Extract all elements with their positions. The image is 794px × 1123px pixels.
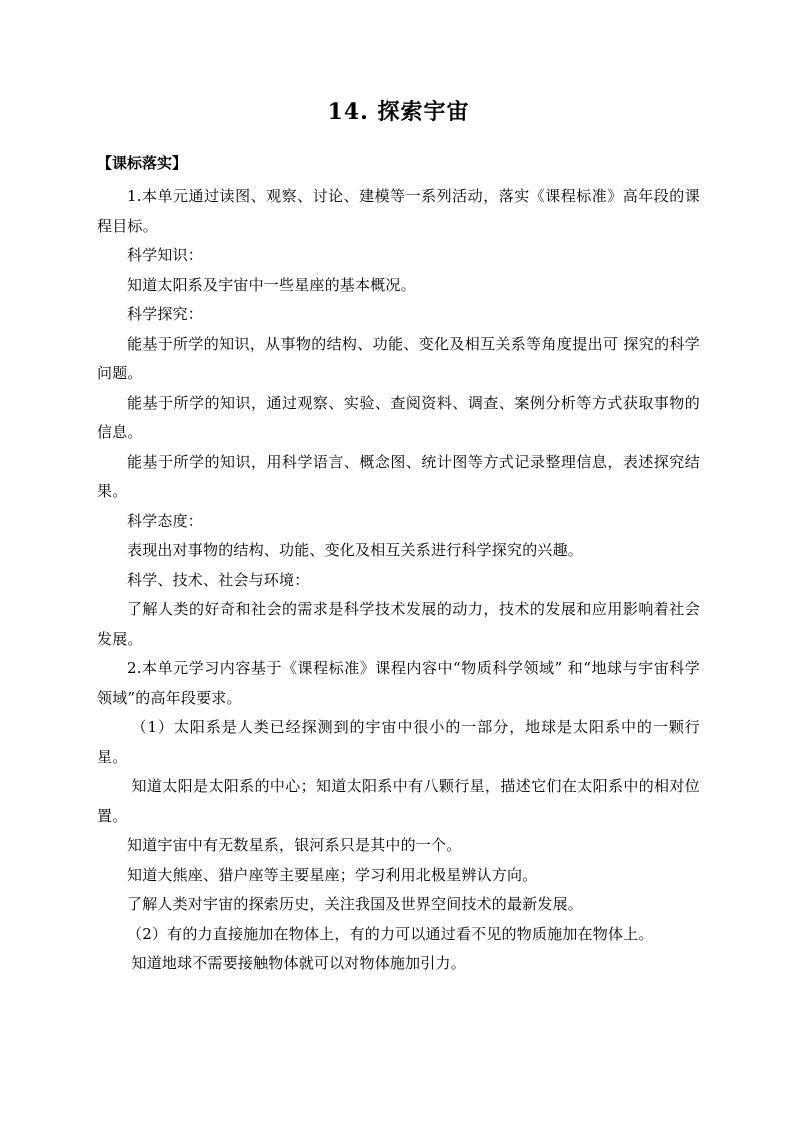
paragraph-3: 知道太阳系及宇宙中一些星座的基本概况。 <box>127 275 416 294</box>
paragraph-4: 科学探究： <box>127 305 204 323</box>
paragraph-1: 1.本单元通过读图、观察、讨论、建模等一系列活动，落实《课程标准》高年段的课程目标。 <box>97 187 700 235</box>
paragraph-6: 能基于所学的知识，通过观察、实验、查阅资料、调查、案例分析等方式获取事物的信息。 <box>97 393 700 441</box>
paragraph-8: 科学态度： <box>127 511 204 530</box>
paragraph-7: 能基于所学的知识，用科学语言、概念图、统计图等方式记录整理信息，表述探究结果。 <box>97 452 700 500</box>
document-page <box>97 96 700 979</box>
paragraph-5: 能基于所学的知识，从事物的结构、功能、变化及相互关系等角度提出可 探究的科学问题。 <box>97 334 700 382</box>
paragraph-2: 科学知识： <box>127 246 204 264</box>
paragraph-10: 科学、技术、社会与环境： <box>127 570 310 589</box>
paragraph-18: （2）有的力直接施加在物体上，有的力可以通过看不见的物质施加在物体上。 <box>127 924 654 943</box>
paragraph-16: 知道大熊座、猎户座等主要星座；学习利用北极星辨认方向。 <box>127 865 538 884</box>
paragraph-12: 2.本单元学习内容基于《课程标准》课程内容中“物质科学领域” 和“地球与宇宙科学领域”的高年段要求。 <box>97 659 700 707</box>
paragraph-9: 表现出对事物的结构、功能、变化及相互关系进行科学探究的兴趣。 <box>127 541 584 559</box>
paragraph-14: 知道太阳是太阳系的中心；知道太阳系中有八颗行星，描述它们在太阳系中的相对位置。 <box>97 777 700 825</box>
paragraph-19: 知道地球不需要接触物体就可以对物体施加引力。 <box>131 954 466 972</box>
paragraph-13: （1）太阳系是人类已经探测到的宇宙中很小的一部分，地球是太阳系中的一颗行星。 <box>97 718 700 766</box>
paragraph-15: 知道宇宙中有无数星系，银河系只是其中的一个。 <box>127 836 462 854</box>
page-title: 14. 探索宇宙 <box>327 99 470 125</box>
section-heading: 【课标落实】 <box>97 154 188 172</box>
paragraph-17: 了解人类对宇宙的探索历史，关注我国及世界空间技术的最新发展。 <box>127 895 584 913</box>
paragraph-11: 了解人类的好奇和社会的需求是科学技术发展的动力，技术的发展和应用影响着社会发展。 <box>97 600 700 648</box>
